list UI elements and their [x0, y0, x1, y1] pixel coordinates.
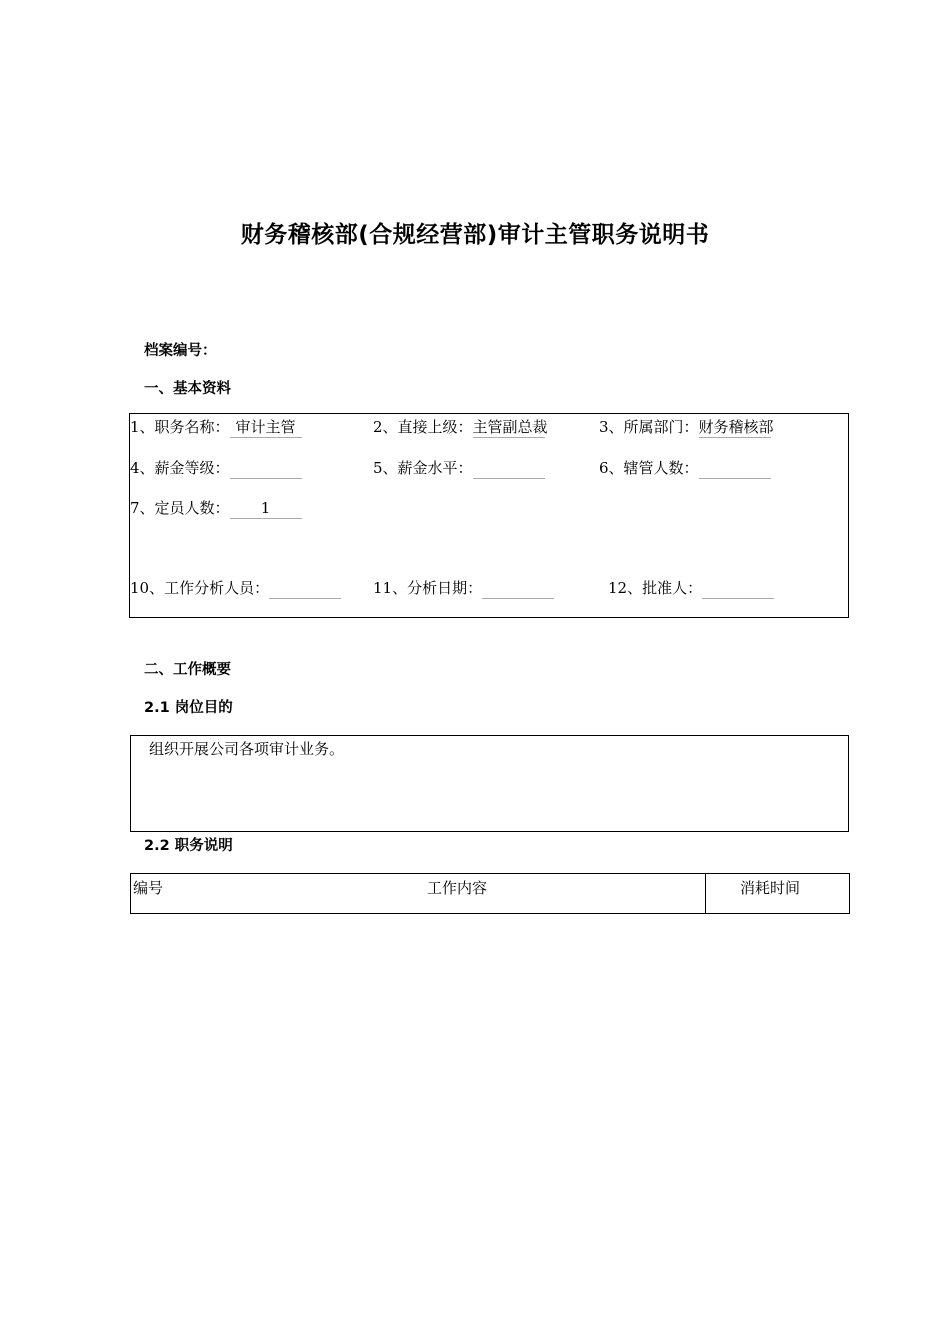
- duties-header-time: 消耗时间: [740, 879, 801, 897]
- salary-grade-value[interactable]: [230, 457, 302, 479]
- job-analyst-label: 10、工作分析人员：: [130, 579, 270, 597]
- subordinates-count-value[interactable]: [699, 457, 771, 479]
- job-purpose-text[interactable]: 组织开展公司各项审计业务。: [149, 740, 345, 758]
- basic-info-box: [129, 413, 849, 618]
- section-work-summary-heading: 二、工作概要: [144, 662, 231, 678]
- salary-level-value[interactable]: [473, 457, 545, 479]
- subordinates-count-label: 6、辖管人数：: [599, 459, 699, 477]
- file-number-label: 档案编号：: [144, 343, 217, 359]
- direct-superior-value[interactable]: 主管副总裁: [472, 418, 548, 436]
- job-title-field: [130, 416, 302, 438]
- salary-level-label: 5、薪金水平：: [373, 459, 473, 477]
- subordinates-count-field: [599, 457, 771, 479]
- duties-table: [130, 873, 850, 914]
- job-title-value[interactable]: 审计主管: [230, 416, 302, 438]
- duties-header-number: 编号: [133, 879, 164, 897]
- department-label: 3、所属部门：: [599, 418, 699, 436]
- job-purpose-box: [130, 735, 849, 832]
- duties-header-content: 工作内容: [427, 879, 488, 897]
- headcount-field: [130, 497, 302, 519]
- salary-level-field: [373, 457, 545, 479]
- section-basic-info-heading: 一、基本资料: [144, 381, 231, 397]
- approver-field: [608, 577, 774, 599]
- analysis-date-label: 11、分析日期：: [373, 579, 483, 597]
- headcount-value[interactable]: 1: [230, 497, 302, 519]
- headcount-label: 7、定员人数：: [130, 499, 230, 517]
- analysis-date-field: [373, 577, 554, 599]
- department-value[interactable]: 财务稽核部: [698, 418, 774, 436]
- approver-value[interactable]: [702, 577, 774, 599]
- approver-label: 12、批准人：: [608, 579, 703, 597]
- direct-superior-field: [373, 416, 548, 438]
- analysis-date-value[interactable]: [482, 577, 554, 599]
- salary-grade-field: [130, 457, 302, 479]
- salary-grade-label: 4、薪金等级：: [130, 459, 230, 477]
- job-duties-heading: 2.2 职务说明: [144, 838, 233, 854]
- document-title: 财务稽核部(合规经营部)审计主管职务说明书: [240, 222, 710, 248]
- job-purpose-heading: 2.1 岗位目的: [144, 700, 233, 716]
- job-title-label: 1、职务名称：: [130, 418, 230, 436]
- job-analyst-field: [130, 577, 341, 599]
- job-analyst-value[interactable]: [269, 577, 341, 599]
- direct-superior-label: 2、直接上级：: [373, 418, 473, 436]
- department-field: [599, 416, 774, 438]
- duties-table-column-divider: [705, 874, 706, 913]
